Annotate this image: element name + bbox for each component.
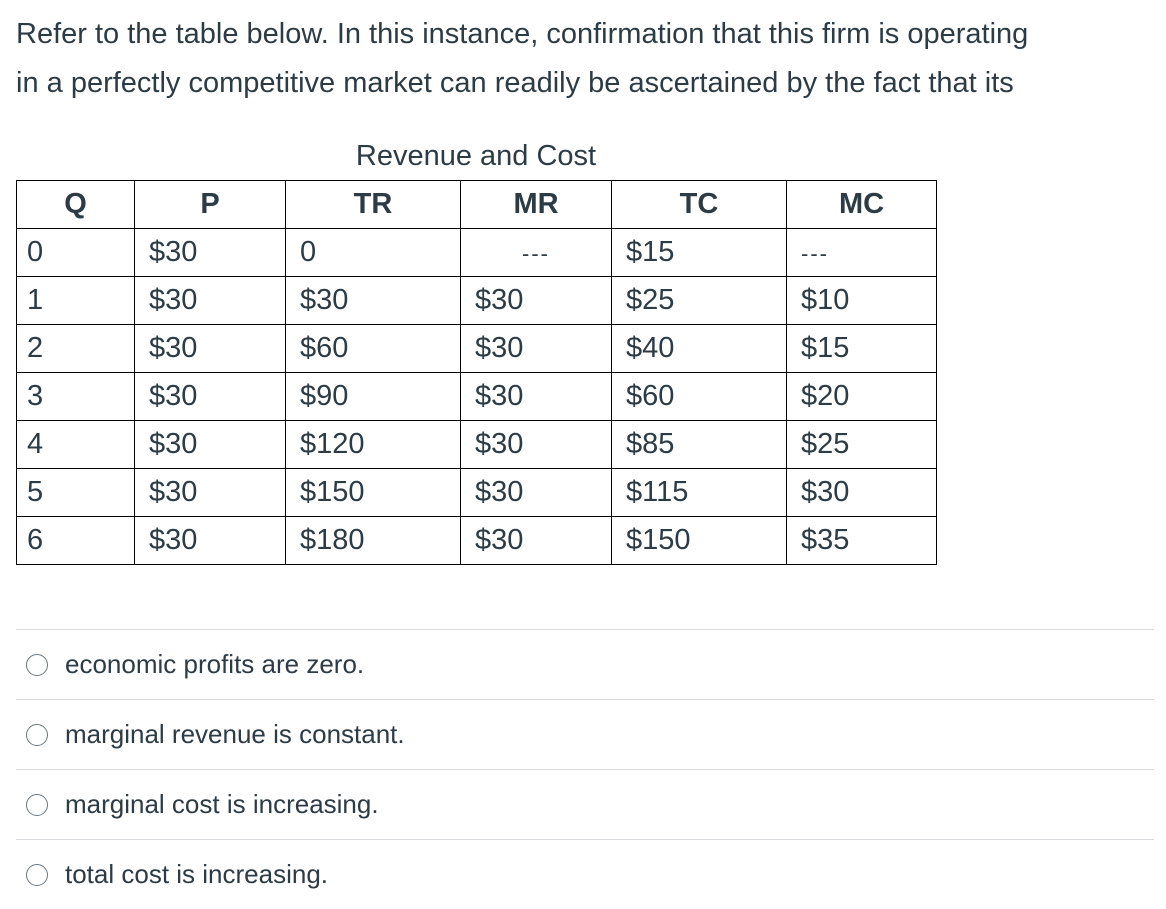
table-row: [17, 421, 937, 469]
header-tr: TR: [286, 181, 461, 229]
table-row: [17, 373, 937, 421]
table-row: [17, 229, 937, 277]
radio-button-icon[interactable]: [26, 864, 48, 886]
question-text: [16, 10, 1156, 108]
cell-tr: $120: [286, 421, 461, 469]
cell-mc: $30: [787, 469, 937, 517]
answer-label[interactable]: economic profits are zero.: [65, 649, 365, 679]
cell-mc: ---: [787, 229, 937, 277]
cell-mr: $30: [461, 373, 612, 421]
cell-tr: $30: [286, 277, 461, 325]
table-row: [17, 277, 937, 325]
cell-mr: $30: [461, 421, 612, 469]
radio-button-icon[interactable]: [26, 724, 48, 746]
radio-button-icon[interactable]: [26, 654, 48, 676]
cell-mc: $15: [787, 325, 937, 373]
answer-option-1[interactable]: [16, 630, 1154, 700]
cell-mc: $25: [787, 421, 937, 469]
question-line-2: in a perfectly competitive market can readily be ascertained by the fact that its: [16, 67, 1014, 99]
cell-p: $30: [135, 277, 286, 325]
cell-q: 4: [17, 421, 135, 469]
table-row: [17, 325, 937, 373]
cell-q: 6: [17, 517, 135, 565]
answer-label[interactable]: marginal cost is increasing.: [65, 789, 379, 819]
cell-mc: $35: [787, 517, 937, 565]
table-row: [17, 469, 937, 517]
header-mc: MC: [787, 181, 937, 229]
cell-p: $30: [135, 373, 286, 421]
cell-p: $30: [135, 469, 286, 517]
cell-tc: $85: [612, 421, 787, 469]
cell-tc: $40: [612, 325, 787, 373]
cell-mc: $20: [787, 373, 937, 421]
cell-p: $30: [135, 421, 286, 469]
cell-tr: $60: [286, 325, 461, 373]
answer-label[interactable]: marginal revenue is constant.: [65, 719, 405, 749]
cell-mr: $30: [461, 469, 612, 517]
cell-q: 3: [17, 373, 135, 421]
cell-mr: $30: [461, 517, 612, 565]
answer-choices: [16, 629, 1154, 909]
header-mr: MR: [461, 181, 612, 229]
cell-p: $30: [135, 229, 286, 277]
cell-tr: $90: [286, 373, 461, 421]
answer-option-2[interactable]: [16, 700, 1154, 770]
cell-p: $30: [135, 325, 286, 373]
header-p: P: [135, 181, 286, 229]
question-line-1: Refer to the table below. In this instance, confirmation that this firm is operating: [16, 18, 1029, 50]
cell-q: 1: [17, 277, 135, 325]
answer-label[interactable]: total cost is increasing.: [65, 859, 329, 889]
table-header-row: [17, 181, 937, 229]
cell-mc: $10: [787, 277, 937, 325]
table-caption: Revenue and Cost: [355, 140, 597, 172]
cell-tr: $150: [286, 469, 461, 517]
cell-q: 0: [17, 229, 135, 277]
cell-mr: ---: [461, 229, 612, 277]
revenue-cost-table: [16, 180, 937, 565]
cell-mr: $30: [461, 277, 612, 325]
cell-tr: $180: [286, 517, 461, 565]
cell-tr: 0: [286, 229, 461, 277]
answer-option-4[interactable]: [16, 840, 1154, 909]
radio-button-icon[interactable]: [26, 794, 48, 816]
cell-tc: $15: [612, 229, 787, 277]
header-tc: TC: [612, 181, 787, 229]
cell-tc: $25: [612, 277, 787, 325]
cell-mr: $30: [461, 325, 612, 373]
answer-option-3[interactable]: [16, 770, 1154, 840]
cell-q: 2: [17, 325, 135, 373]
table-row: [17, 517, 937, 565]
header-q: Q: [17, 181, 135, 229]
cell-p: $30: [135, 517, 286, 565]
cell-q: 5: [17, 469, 135, 517]
cell-tc: $60: [612, 373, 787, 421]
cell-tc: $150: [612, 517, 787, 565]
cell-tc: $115: [612, 469, 787, 517]
